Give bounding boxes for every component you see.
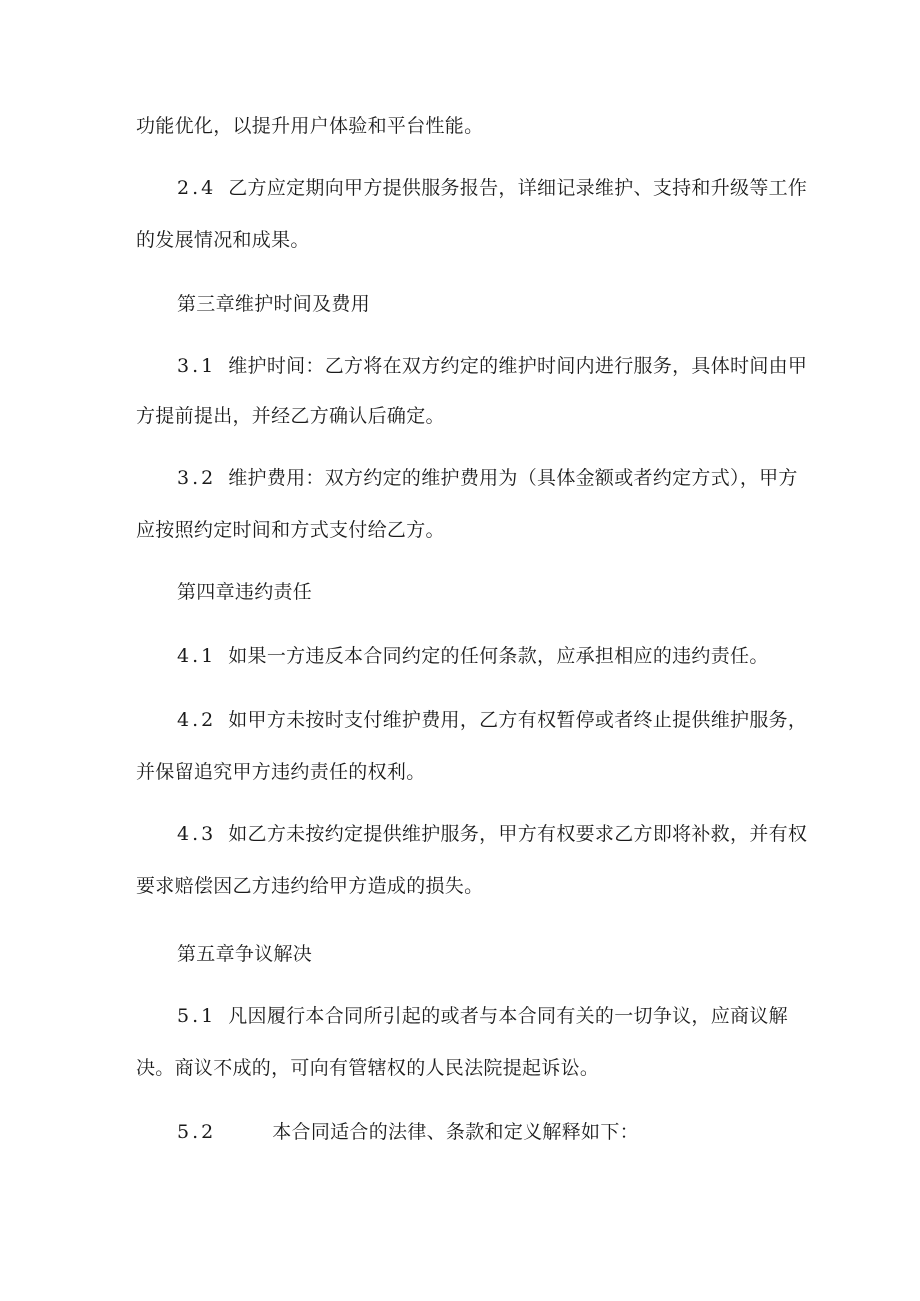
chapter-4-heading (177, 580, 312, 604)
clause-number: 4.2 (177, 709, 217, 731)
clause-4-1-line-1 (177, 644, 769, 668)
clause-text: 并保留追究甲方违约责任的权利。 (136, 761, 426, 783)
clause-4-3-line-1 (177, 822, 807, 846)
chapter-title: 第五章争议解决 (177, 943, 313, 965)
clause-text: 如果一方违反本合同约定的任何条款，应承担相应的违约责任。 (228, 645, 769, 667)
clause-number: 3.2 (177, 467, 217, 489)
paragraph-continuation (136, 114, 786, 138)
clause-text: 方提前提出，并经乙方确认后确定。 (136, 405, 445, 427)
clause-2-4-line-1 (177, 176, 807, 200)
clause-5-2-line-1 (177, 1120, 639, 1144)
clause-text: 维护时间：乙方将在双方约定的维护时间内进行服务，具体时间由甲 (228, 355, 808, 377)
clause-text: 如甲方未按时支付维护费用，乙方有权暂停或者终止提供维护服务， (228, 709, 808, 731)
clause-4-2-line-1 (177, 708, 807, 732)
clause-text: 要求赔偿因乙方违约给甲方造成的损失。 (136, 875, 484, 897)
clause-text: 本合同适合的法律、条款和定义解释如下： (272, 1121, 639, 1143)
clause-2-4-line-2 (136, 228, 786, 252)
clause-3-2-line-1 (177, 466, 798, 490)
text-line: 功能优化，以提升用户体验和平台性能。 (136, 115, 484, 137)
clause-5-1-line-2 (136, 1056, 786, 1080)
clause-4-3-line-2 (136, 874, 786, 898)
chapter-title: 第三章维护时间及费用 (177, 293, 371, 315)
clause-3-1-line-1 (177, 354, 807, 378)
clause-text: 维护费用：双方约定的维护费用为（具体金额或者约定方式），甲方 (228, 467, 798, 489)
clause-3-2-line-2 (136, 518, 786, 542)
clause-number: 4.3 (177, 823, 217, 845)
clause-text: 凡因履行本合同所引起的或者与本合同有关的一切争议，应商议解 (228, 1005, 788, 1027)
clause-number: 4.1 (177, 645, 217, 667)
clause-text: 如乙方未按约定提供维护服务，甲方有权要求乙方即将补救，并有权 (228, 823, 808, 845)
clause-number: 5.1 (177, 1005, 217, 1027)
chapter-3-heading (177, 292, 370, 316)
clause-text: 乙方应定期向甲方提供服务报告，详细记录维护、支持和升级等工作 (228, 177, 808, 199)
clause-5-1-line-1 (177, 1004, 788, 1028)
clause-number: 5.2 (177, 1121, 217, 1143)
clause-text: 的发展情况和成果。 (136, 229, 310, 251)
clause-text: 应按照约定时间和方式支付给乙方。 (136, 519, 445, 541)
clause-number: 2.4 (177, 177, 217, 199)
clause-3-1-line-2 (136, 404, 786, 428)
clause-number: 3.1 (177, 355, 217, 377)
clause-text: 决。商议不成的，可向有管辖权的人民法院提起诉讼。 (136, 1057, 600, 1079)
clause-4-2-line-2 (136, 760, 786, 784)
chapter-5-heading (177, 942, 312, 966)
chapter-title: 第四章违约责任 (177, 581, 313, 603)
